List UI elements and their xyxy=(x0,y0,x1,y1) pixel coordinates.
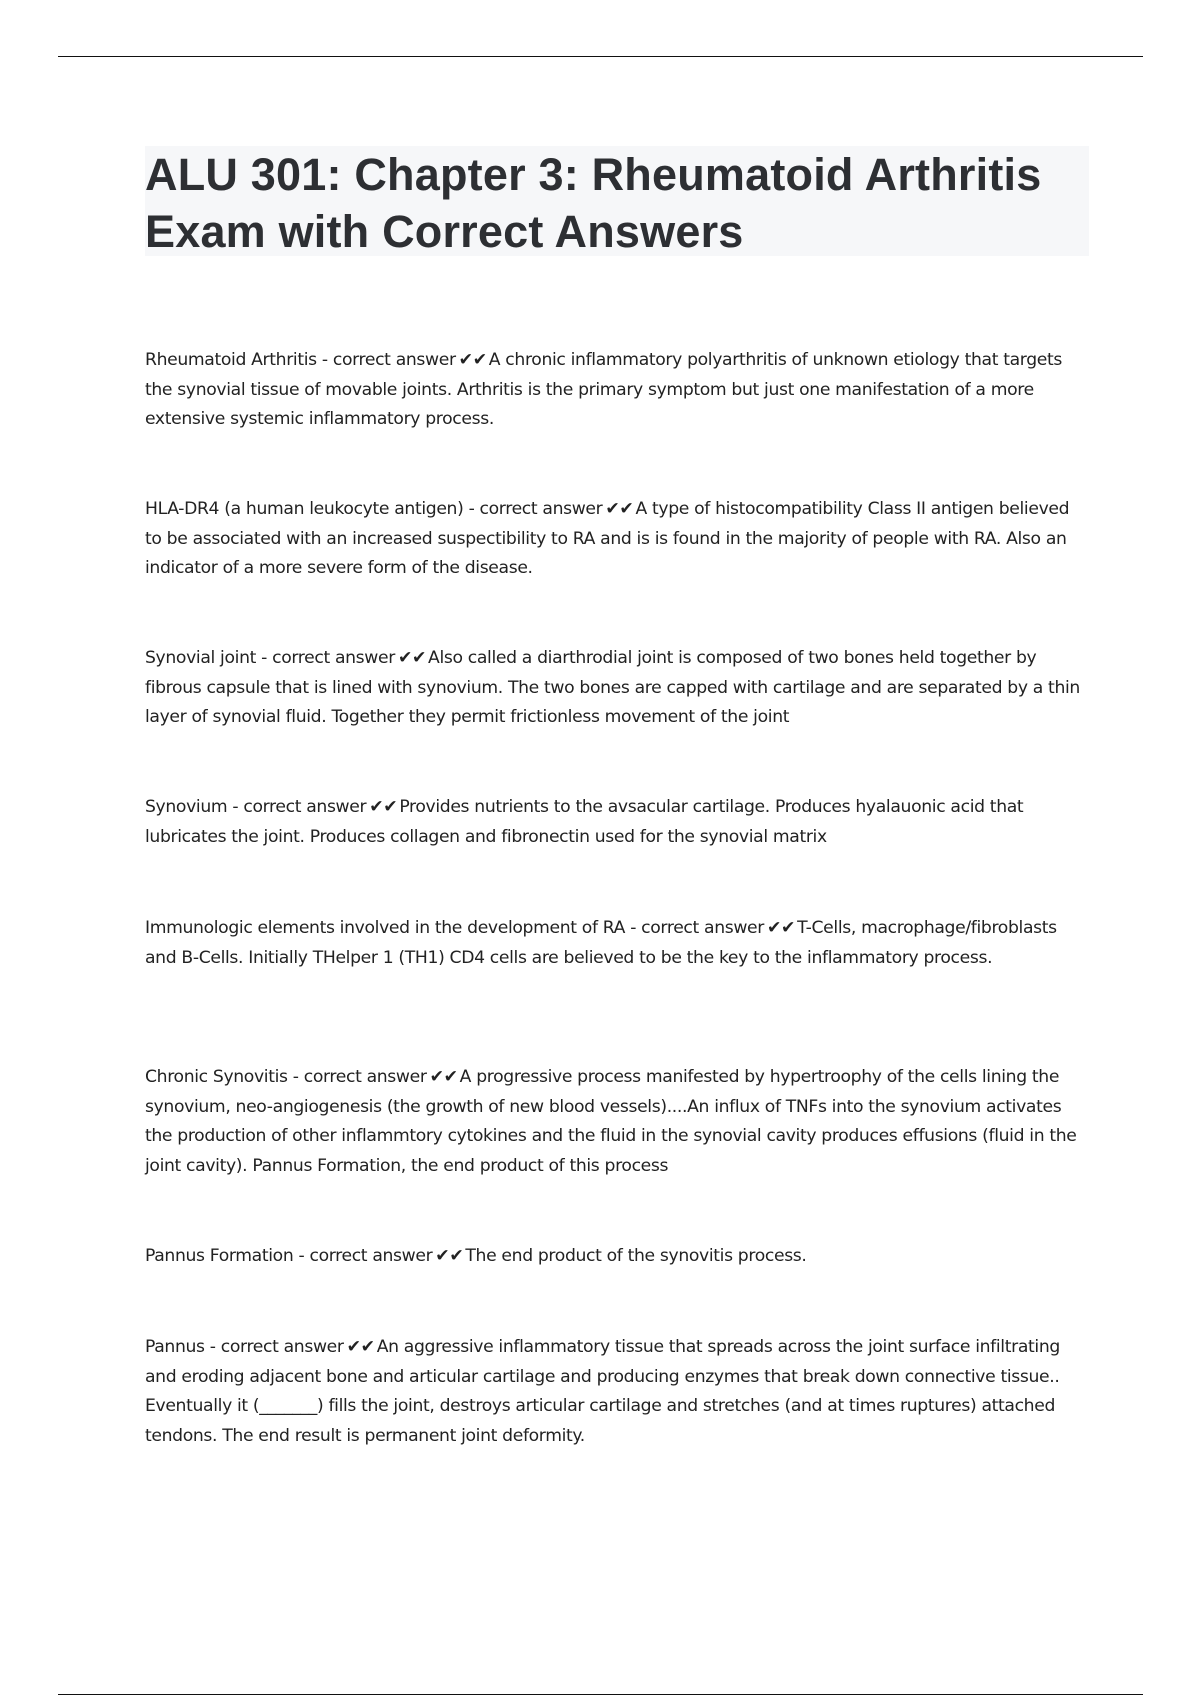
check-mark-icon: ✔✔ xyxy=(605,499,634,519)
entry-definition: Provides nutrients to the avsacular cartilage. Produces hyalauonic acid that lubricates the joint. Produces collagen and fibronectin used for the synovial matrix xyxy=(145,797,1024,847)
check-mark-icon: ✔✔ xyxy=(369,797,398,817)
answer-label: correct answer xyxy=(641,918,764,938)
entry-term: Chronic Synovitis xyxy=(145,1067,288,1087)
answer-label: correct answer xyxy=(272,648,395,668)
separator xyxy=(227,797,243,817)
answer-label: correct answer xyxy=(220,1337,344,1357)
entry-term: Pannus xyxy=(145,1337,205,1357)
qa-entry xyxy=(145,644,1089,733)
entry-definition: Also called a diarthrodial joint is composed of two bones held together by fibrous capsule that is lined with synovium. The two bones are capped with cartilage and are separated by a thin layer of synovial fluid. Together they permit frictionless movement of the joint xyxy=(145,648,1080,727)
separator xyxy=(288,1067,304,1087)
answer-label: correct answer xyxy=(309,1246,433,1266)
answer-label: correct answer xyxy=(303,1067,427,1087)
qa-entry xyxy=(145,914,1089,973)
answer-label: correct answer xyxy=(332,350,456,370)
check-mark-icon: ✔✔ xyxy=(767,918,796,938)
check-mark-icon: ✔✔ xyxy=(346,1337,375,1357)
check-mark-icon: ✔✔ xyxy=(458,350,487,370)
entry-term: Synovium xyxy=(145,797,228,817)
entry-definition: A type of histocompatibility Class II antigen believed to be associated with an increased suspectibility to RA and is is found in the majority of people with RA. Also an indicator of a more severe form of the disease. xyxy=(145,499,1070,578)
entry-term: Rheumatoid Arthritis xyxy=(145,350,317,370)
qa-entry xyxy=(145,346,1089,435)
entry-definition: A chronic inflammatory polyarthritis of unknown etiology that targets the synovial tissue of movable joints. Arthritis is the primary symptom but just one manifestation of a more extensive systemic inflammatory process. xyxy=(145,350,1062,429)
answer-label: correct answer xyxy=(243,797,367,817)
separator xyxy=(293,1246,309,1266)
separator xyxy=(205,1337,221,1357)
entry-definition: The end product of the synovitis process. xyxy=(465,1246,807,1266)
entry-term: Synovial joint xyxy=(145,648,257,668)
qa-entry xyxy=(145,1333,1089,1451)
page-title: ALU 301: Chapter 3: Rheumatoid Arthritis Exam with Correct Answers xyxy=(145,149,1042,257)
check-mark-icon: ✔✔ xyxy=(397,648,427,668)
separator xyxy=(463,499,479,519)
entry-definition: An aggressive inflammatory tissue that spreads across the joint surface infiltrating and eroding adjacent bone and articular cartilage and producing enzymes that break down connective tissue.. Eventually it (_______) fills the joint, destroys articular cartilage and stretches (and at times ruptures) attached tendons. The end result is permanent joint deformity. xyxy=(145,1337,1060,1446)
title-banner xyxy=(145,146,1089,256)
entry-term: Pannus Formation xyxy=(145,1246,294,1266)
qa-entry xyxy=(145,1063,1089,1181)
check-mark-icon: ✔✔ xyxy=(429,1067,458,1087)
top-divider xyxy=(58,56,1143,57)
qa-entry xyxy=(145,495,1089,584)
entry-term: HLA-DR4 (a human leukocyte antigen) xyxy=(145,499,464,519)
separator xyxy=(256,648,272,668)
separator xyxy=(625,918,641,938)
separator xyxy=(317,350,333,370)
entry-term: Immunologic elements involved in the development of RA xyxy=(145,918,626,938)
entry-definition: A progressive process manifested by hypertroophy of the cells lining the synovium, neo-angiogenesis (the growth of new blood vessels)....An influx of TNFs into the synovium activates the production of other inflammtory cytokines and the fluid in the synovial cavity produces effusions (fluid in the joint cavity). Pannus Formation, the end product of this process xyxy=(145,1067,1077,1176)
check-mark-icon: ✔✔ xyxy=(435,1246,464,1266)
bottom-divider xyxy=(58,1694,1143,1695)
entry-definition: T-Cells, macrophage/fibroblasts and B-Cells. Initially THelper 1 (TH1) CD4 cells are believed to be the key to the inflammatory process. xyxy=(145,918,1057,968)
answer-label: correct answer xyxy=(479,499,603,519)
qa-entry xyxy=(145,1242,1089,1272)
qa-entry xyxy=(145,793,1089,852)
